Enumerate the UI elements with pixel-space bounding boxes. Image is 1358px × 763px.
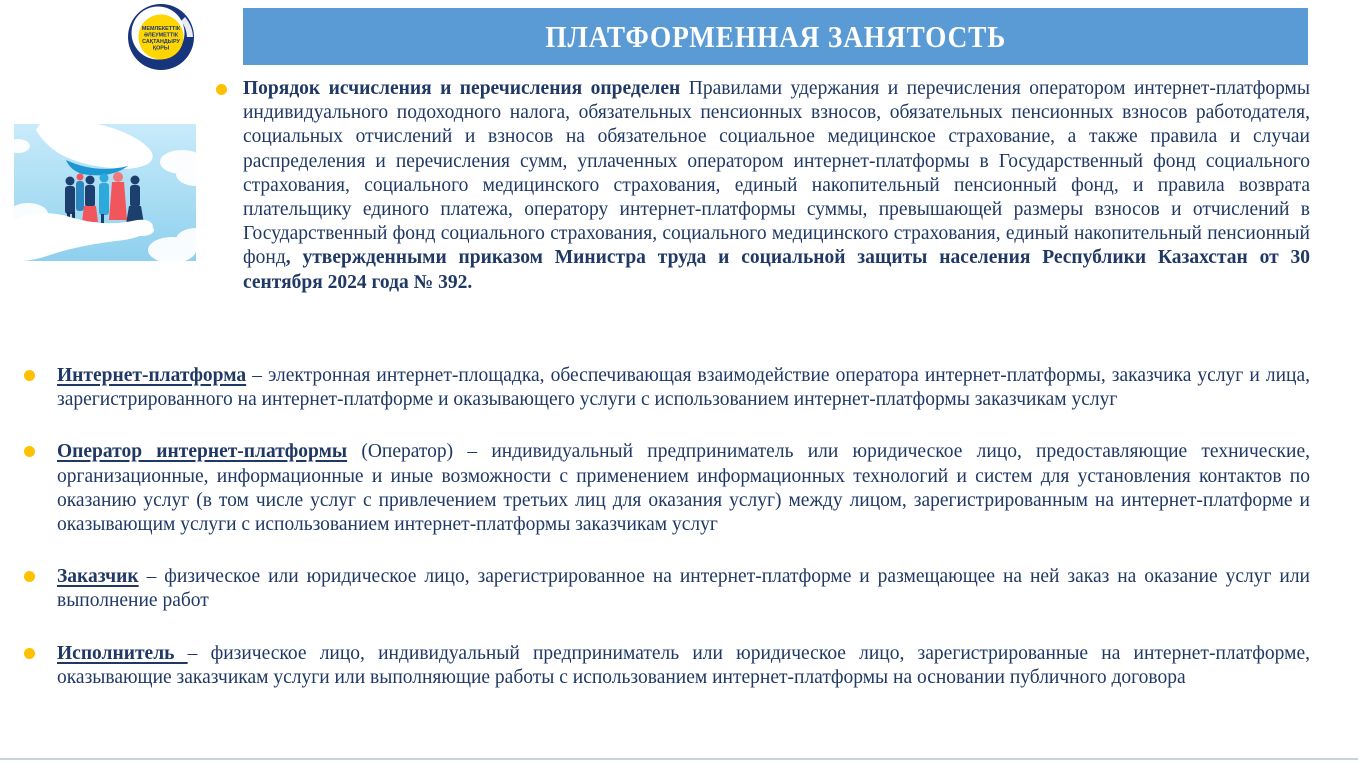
- definitions-list: [57, 364, 1310, 718]
- definition-operator: (Оператор) – индивидуальный предприниматель или юридическое лицо, предоставляющие технические, организационные, информационные и иные возможности с применением информационных технологий и систем для установления контактов по оказанию услуг (в том числе услуг с привлечением третьих лиц для оказания услуг) между лицом, зарегистрированным на интернет-платформе и оказывающим услуги с использованием интернет-платформы заказчикам услуг: [57, 441, 1310, 536]
- logo-line-3: САҚТАНДЫРУ: [142, 39, 180, 45]
- procedure-tail-bold: , утвержденными приказом Министра труда и социальной защиты населения Республики Казахстан от 30 сентября 2024 года № 392.: [243, 247, 1310, 293]
- logo-line-4: ҚОРЫ: [152, 45, 170, 52]
- definition-customer: – физическое или юридическое лицо, зарегистрированное на интернет-платформе и размещающее на ней заказ на оказание услуг или выполнение работ: [57, 566, 1310, 612]
- slide-title-bar: [243, 8, 1308, 65]
- page-title: ПЛАТФОРМЕННАЯ ЗАНЯТОСТЬ: [545, 18, 1006, 54]
- term-customer: Заказчик: [57, 566, 139, 588]
- bullet-item-operator: [57, 440, 1310, 537]
- hands-holding-people-illustration: [14, 124, 196, 261]
- definition-executor: – физическое лицо, индивидуальный предприниматель или юридическое лицо, зарегистрированные на интернет-платформе, оказывающие заказчикам услуги или выполняющие работы с использованием интернет-платформы на основании публичного договора: [57, 642, 1310, 688]
- fund-logo-svg: [127, 3, 195, 71]
- logo-line-2: ӘЛЕУМЕТТІК: [143, 32, 179, 39]
- logo-line-1: МЕМЛЕКЕТТІК: [141, 26, 181, 32]
- bullet-item-executor: [57, 642, 1310, 690]
- definition-internet-platform: – электронная интернет-площадка, обеспечивающая взаимодействие оператора интернет-платформы, заказчика услуг и лица, зарегистрированного на интернет-платформе и оказывающего услуги с использованием интернет-платформы заказчикам услуг: [57, 365, 1310, 411]
- term-operator: Оператор интернет-платформы: [57, 441, 348, 463]
- bottom-divider: [0, 758, 1358, 760]
- procedure-body: Правилами удержания и перечисления оператором интернет-платформы индивидуального подоходного налога, обязательных пенсионных взносов, обязательных пенсионных взносов работодателя, социальных отчислений и взносов на обязательное социальное медицинское страхование, а также правила и случаи распределения и перечисления сумм, уплаченных оператором интернет-платформы в Государственный фонд социального страхования, социального медицинского страхования, единый накопительный пенсионный фонд, и правила возврата плательщику единого платежа, оператору интернет-платформы суммы, превышающей размеры взносов и отчислений в Государственный фонд социального страхования, социального медицинского страхования, единый накопительный пенсионный фонд: [243, 78, 1310, 269]
- term-internet-platform: Интернет-платформа: [57, 365, 247, 386]
- bullet-item-internet-platform: [57, 364, 1310, 412]
- bullet-dot-icon: [24, 648, 35, 659]
- bullet-item-customer: [57, 565, 1310, 613]
- bullet-dot-icon: [24, 446, 35, 457]
- procedure-lead-bold: Порядок исчисления и перечисления определен: [243, 78, 689, 99]
- term-executor: Исполнитель: [57, 642, 188, 664]
- fund-logo-icon: [127, 3, 195, 71]
- bullet-dot-icon: [24, 370, 35, 381]
- bullet-item-procedure: [243, 77, 1310, 295]
- bullet-dot-icon: [216, 84, 227, 95]
- bullet-dot-icon: [24, 571, 35, 582]
- illustration-svg: [14, 124, 196, 261]
